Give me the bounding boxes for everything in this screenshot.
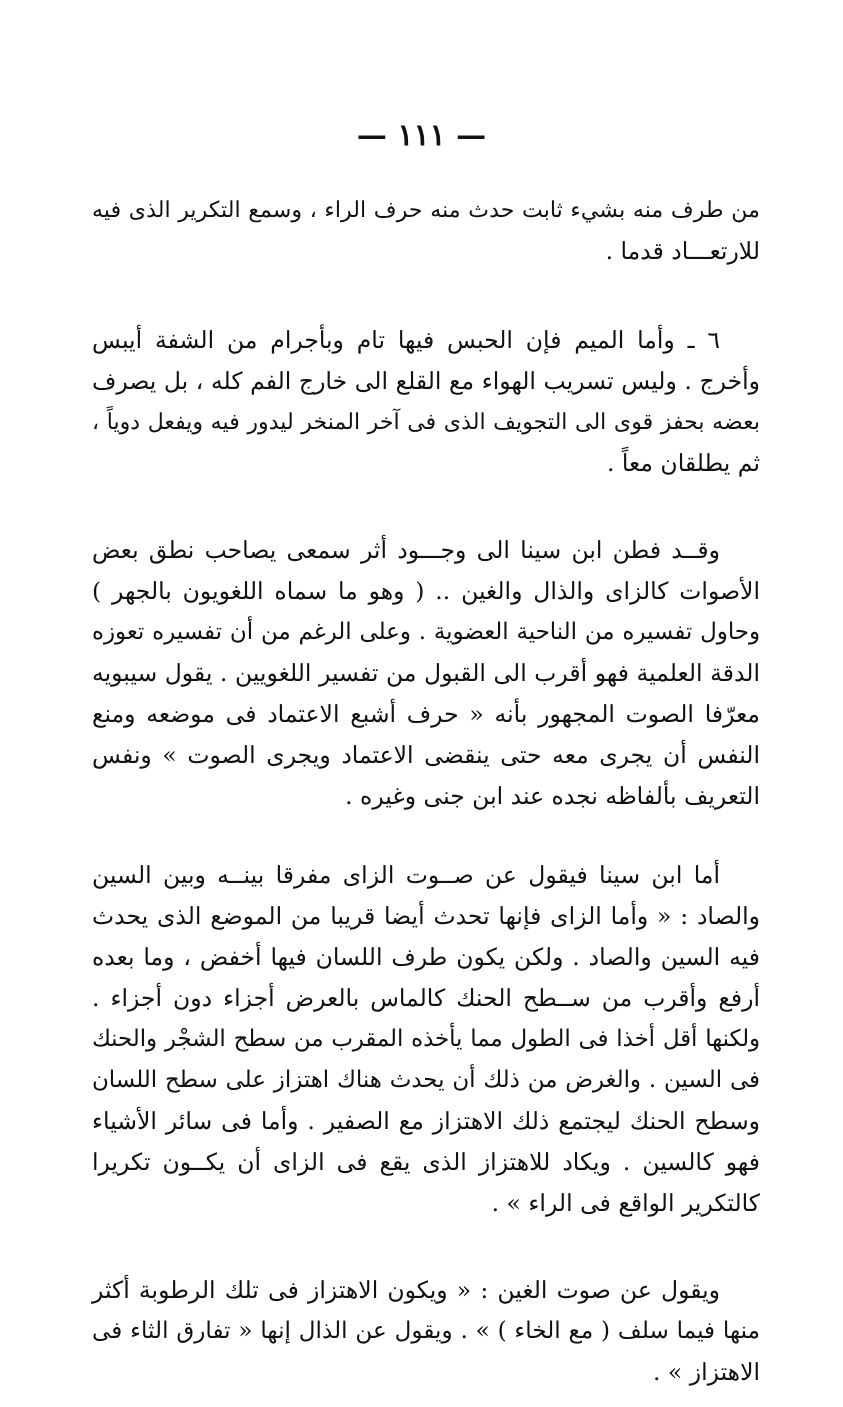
text-line: أما ابن سينا فيقول عن صــوت الزاى مفرقا بينــه وبين السين — [92, 861, 720, 889]
text-line: كالتكرير الواقع فى الراء » . — [491, 1189, 760, 1217]
text-line: ويقول عن صوت الغين : « ويكون الاهتزاز فى تلك الرطوبة أكثر — [92, 1276, 720, 1304]
text-line: للارتعـــاد قدما . — [605, 237, 760, 265]
text-line: الاهتزاز » . — [652, 1358, 760, 1386]
text-line: فهو كالسين . ويكاد للاهتزاز الذى يقع فى الزاى أن يكــون تكريرا — [92, 1148, 760, 1176]
text-line: الأصوات كالزاى والذال والغين .. ( وهو ما سماه اللغويون بالجهر ) — [92, 577, 760, 605]
text-line: معرّفا الصوت المجهور بأنه « حرف أشبع الاعتماد فى موضعه ومنع — [92, 700, 760, 728]
text-line: فيه السين والصاد . ولكن يكون طرف اللسان فيها أخفض ، وما بعده — [92, 943, 760, 971]
paragraph — [92, 320, 760, 484]
text-line: بعضه بحفز قوى الى التجويف الذى فى آخر المنخر ليدور فيه ويفعل دوياً ، — [92, 409, 760, 435]
paragraph-gap — [92, 272, 760, 320]
paragraph — [92, 530, 760, 817]
text-line: وسطح الحنك ليجتمع ذلك الاهتزاز مع الصفير . وأما فى سائر الأشياء — [92, 1107, 760, 1135]
text-line: ثم يطلقان معاً . — [606, 449, 760, 477]
text-line: أرفع وأقرب من ســطح الحنك كالماس بالعرض أجزاء دون أجزاء . — [92, 984, 760, 1012]
text-line: وحاول تفسيره من الناحية العضوية . وعلى الرغم من أن تفسيره تعوزه — [92, 619, 760, 645]
paragraph-gap — [92, 1224, 760, 1270]
text-line: والصاد : « وأما الزاى فإنها تحدث أيضا قريبا من الموضع الذى يحدث — [92, 902, 760, 930]
text-line: التعريف بألفاظه نجده عند ابن جنى وغيره . — [345, 782, 760, 810]
text-line: منها فيما سلف ( مع الخاء ) » . ويقول عن الذال إنها « تفارق الثاء فى — [92, 1318, 760, 1344]
paragraph-gap — [92, 817, 760, 855]
text-line: من طرف منه بشيء ثابت حدث منه حرف الراء ، وسمع التكرير الذى فيه — [92, 197, 760, 223]
paragraph — [92, 1270, 760, 1393]
page-number: — ١١١ — — [356, 118, 487, 153]
text-line: ولكنها أقل أخذا فى الطول مما يأخذه المقرب من سطح الشجْر والحنك — [92, 1026, 760, 1052]
text-line: وأخرج . وليس تسريب الهواء مع القلع الى خارج الفم كله ، بل يصرف — [92, 367, 760, 395]
text-line: الدقة العلمية فهو أقرب الى القبول من تفسير اللغويين . يقول سيبويه — [92, 659, 760, 687]
page-body — [92, 190, 760, 1393]
text-line: ٦ ـ وأما الميم فإن الحبس فيها تام وبأجرام من الشفة أيبس — [92, 326, 720, 354]
paragraph-gap — [92, 484, 760, 530]
paragraph — [92, 190, 760, 272]
text-line: وقــد فطن ابن سينا الى وجـــود أثر سمعى يصاحب نطق بعض — [92, 536, 720, 564]
text-line: النفس أن يجرى معه حتى ينقضى الاعتماد ويجرى الصوت » ونفس — [92, 741, 760, 769]
text-line: فى السين . والغرض من ذلك أن يحدث هناك اهتزاز على سطح اللسان — [92, 1067, 760, 1093]
paragraph — [92, 855, 760, 1224]
